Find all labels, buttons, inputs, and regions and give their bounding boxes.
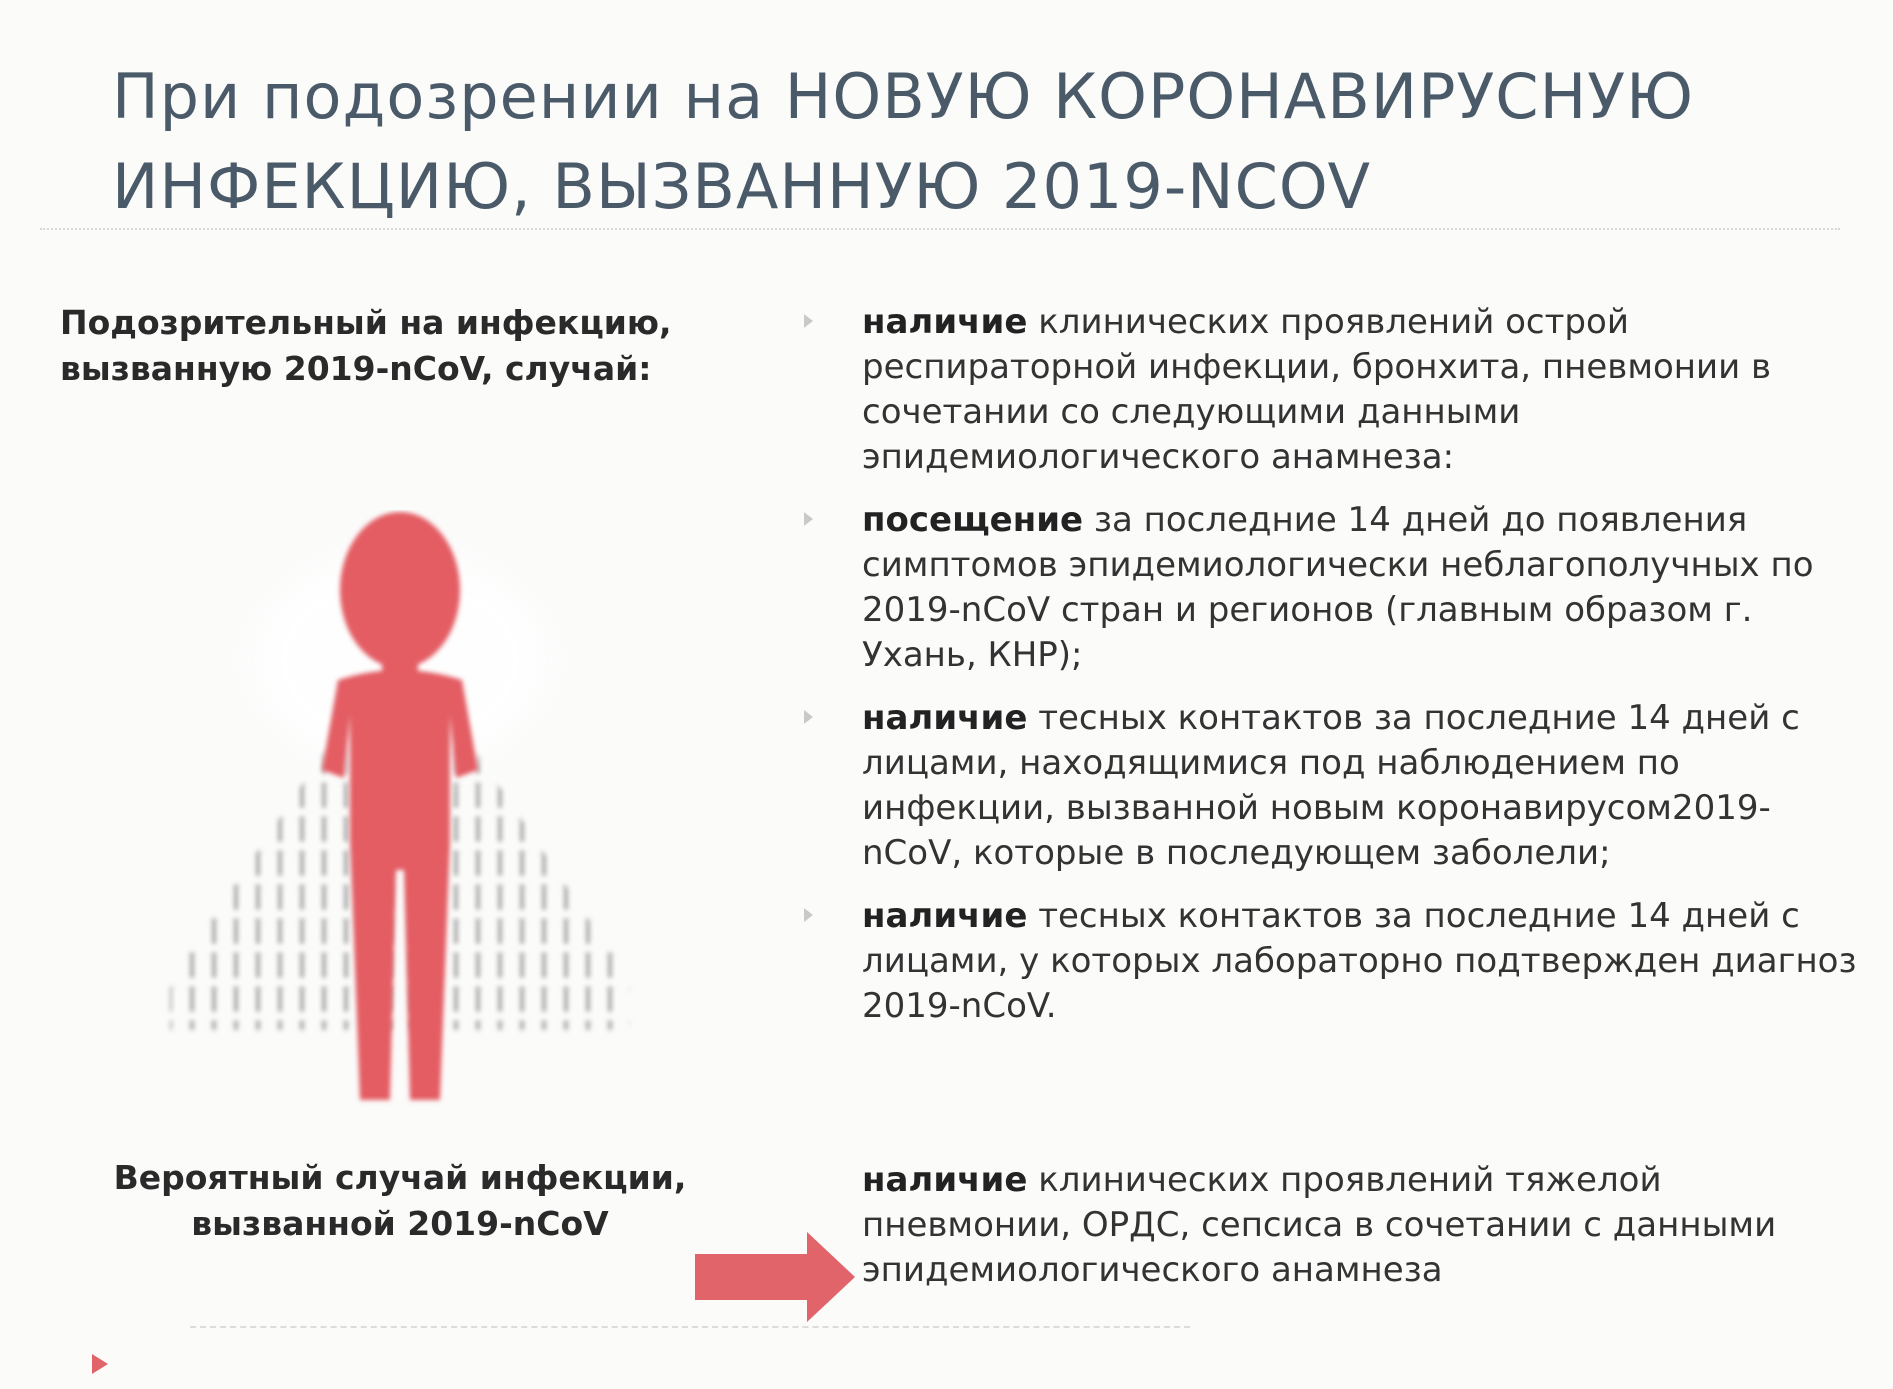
red-person-illustration xyxy=(160,510,640,1110)
suspect-label-line-2: вызванную 2019-nCoV, случай: xyxy=(60,349,652,388)
probable-keyword: наличие xyxy=(862,1160,1028,1200)
bullet-icon xyxy=(804,314,813,328)
bullet-icon xyxy=(804,908,813,922)
slide-marker-icon xyxy=(92,1354,108,1374)
suspect-case-label xyxy=(60,300,740,392)
bullet-icon xyxy=(804,710,813,724)
criterion-text: тесных контактов за последние 14 дней с лицами, у которых лабораторно подтвержден диагноз 2019-nCoV. xyxy=(862,896,1857,1026)
probable-case-text xyxy=(862,1158,1862,1293)
criterion-text: клинических проявлений острой респираторной инфекции, бронхита, пневмонии в сочетании со следующими данными эпидемиологического анамнеза: xyxy=(862,302,1772,477)
criterion-text: за последние 14 дней до появления симптомов эпидемиологически неблагополучных по 2019-nCoV стран и регионов (главным образом г. Ухань, КНР); xyxy=(862,500,1814,675)
criterion-keyword: наличие xyxy=(862,896,1028,936)
criterion-item xyxy=(800,894,1860,1029)
probable-description: клинических проявлений тяжелой пневмонии, ОРДС, сепсиса в сочетании с данными эпидемиологического анамнеза xyxy=(862,1160,1777,1290)
criterion-keyword: посещение xyxy=(862,500,1084,540)
right-arrow-icon xyxy=(695,1232,855,1322)
slide-title xyxy=(112,52,1812,232)
criterion-item xyxy=(800,300,1860,480)
suspect-criteria-list xyxy=(800,300,1860,1047)
probable-label-line-2: вызванной 2019-nCoV xyxy=(191,1204,609,1243)
probable-case-label xyxy=(60,1155,740,1247)
criterion-item xyxy=(800,696,1860,876)
title-divider xyxy=(40,228,1840,230)
criterion-keyword: наличие xyxy=(862,302,1028,342)
title-line-2: ИНФЕКЦИЮ, ВЫЗВАННУЮ 2019-NCOV xyxy=(112,150,1371,223)
title-line-1: При подозрении на НОВУЮ КОРОНАВИРУСНУЮ xyxy=(112,60,1694,133)
criterion-text: тесных контактов за последние 14 дней с лицами, находящимися под наблюдением по инфекции, вызванной новым коронавирусом2019-nCoV, которые в последующем заболели; xyxy=(862,698,1800,873)
bullet-icon xyxy=(804,512,813,526)
probable-label-line-1: Вероятный случай инфекции, xyxy=(113,1158,687,1197)
footer-divider xyxy=(190,1326,1190,1328)
suspect-label-line-1: Подозрительный на инфекцию, xyxy=(60,303,672,342)
criterion-keyword: наличие xyxy=(862,698,1028,738)
criterion-item xyxy=(800,498,1860,678)
